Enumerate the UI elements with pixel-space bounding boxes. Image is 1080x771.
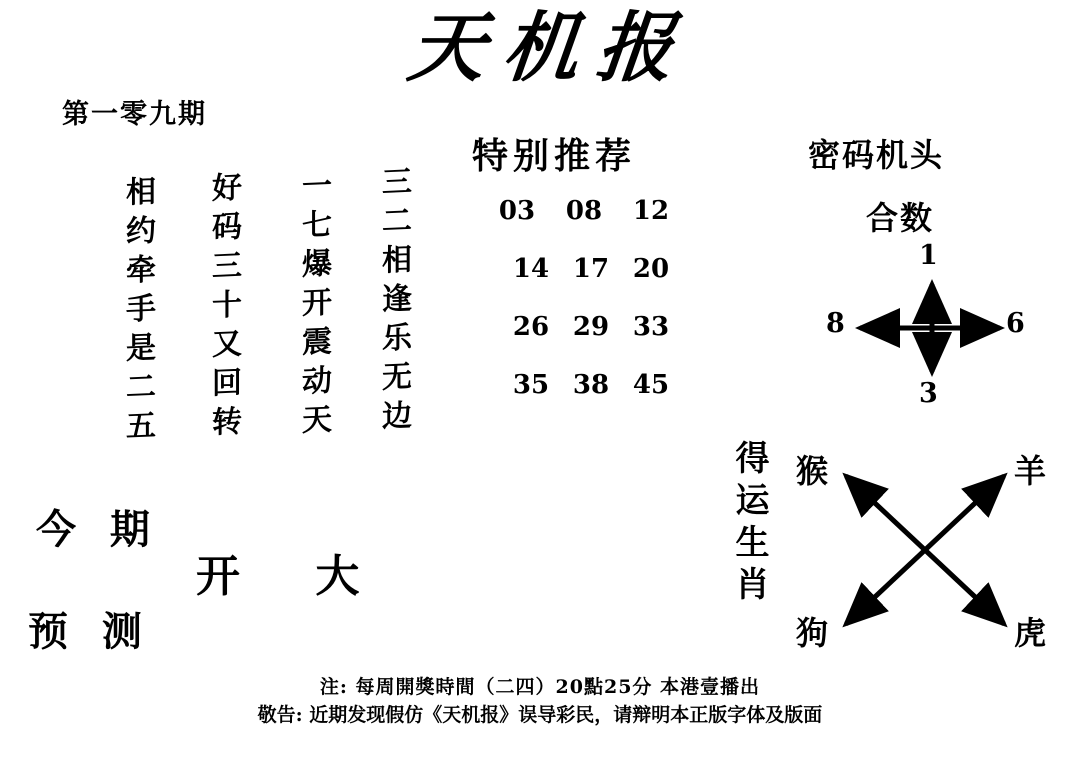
cross-number-top: 1 [919, 240, 938, 271]
zodiac-top-left: 猴 [796, 452, 829, 490]
recommend-title: 特别推荐 [472, 135, 637, 177]
zodiac-cross [790, 440, 1060, 660]
cross-arrows-icon [820, 240, 1040, 415]
x-arrows-icon [790, 440, 1060, 660]
recommend-number: 12 [632, 196, 670, 226]
issue-number: 第一零九期 [62, 99, 207, 130]
forecast-line-1: 今 期 [36, 507, 160, 553]
zodiac-bottom-left: 狗 [796, 614, 829, 652]
recommend-number: 29 [572, 312, 610, 342]
poem-column: 好码三十又回转 [206, 170, 241, 446]
recommend-number: 17 [572, 254, 610, 284]
recommend-row [494, 254, 674, 284]
zodiac-title: 得运生肖 [729, 440, 769, 608]
recommend-number: 14 [512, 254, 550, 284]
cross-number-right: 6 [1006, 308, 1025, 339]
recommend-row [494, 370, 674, 400]
cross-number-bottom: 3 [919, 378, 938, 409]
recommend-number: 20 [632, 254, 670, 284]
recommend-number: 35 [512, 370, 550, 400]
cross-number-left: 8 [826, 308, 845, 339]
footer-note-warning: 敬告: 近期发现假仿《天机报》误导彩民，请辩明本正版字体及版面 [257, 704, 823, 726]
forecast-line-3: 预 测 [28, 609, 152, 655]
password-machine-subtitle: 合数 [866, 199, 935, 237]
recommend-row [494, 312, 674, 342]
recommend-number: 03 [498, 196, 536, 226]
poem-column: 三二相逢乐无边 [376, 164, 411, 440]
poem-column: 一七爆开震动天 [296, 168, 331, 444]
recommend-number: 33 [632, 312, 670, 342]
recommend-row [494, 196, 674, 226]
page-title: 天机报 [404, 3, 696, 92]
zodiac-bottom-right: 虎 [1014, 614, 1047, 652]
recommend-number: 08 [565, 196, 603, 226]
recommend-number: 45 [632, 370, 670, 400]
recommend-number: 38 [572, 370, 610, 400]
recommend-number-grid [494, 196, 674, 428]
footer-note-broadcast: 注: 每周開獎時間（二四）20點25分 本港壹播出 [319, 676, 761, 698]
poem-column: 相约牵手是二五 [120, 174, 155, 450]
forecast-line-2: 开 大 [196, 551, 390, 602]
poem-block [48, 160, 438, 450]
recommend-number: 26 [512, 312, 550, 342]
password-machine-title: 密码机头 [808, 136, 945, 174]
password-machine-cross [820, 240, 1040, 415]
zodiac-top-right: 羊 [1014, 452, 1047, 490]
